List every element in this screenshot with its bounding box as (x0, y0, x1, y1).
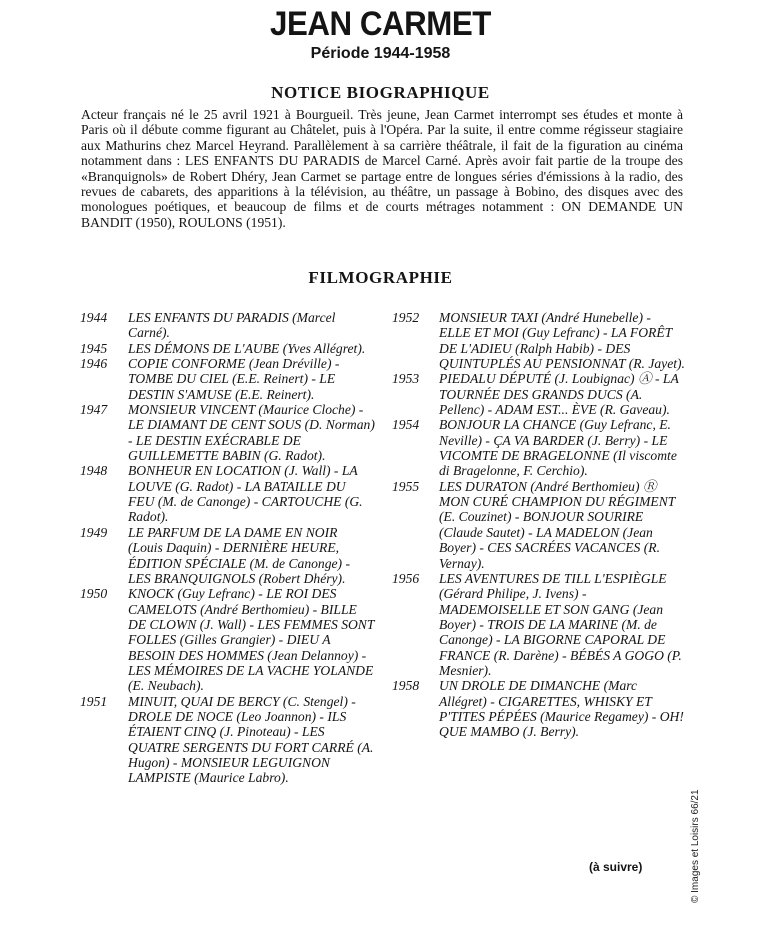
film-entry (392, 310, 685, 371)
film-year: 1953 (392, 371, 420, 387)
film-entry (80, 525, 375, 586)
film-list: LES DÉMONS DE L'AUBE (Yves Allégret). (128, 340, 366, 356)
film-list: MONSIEUR VINCENT (Maurice Cloche) - LE DIAMANT DE CENT SOUS (D. Norman) - LE DESTIN EXÉCRABLE DE GUILLEMETTE BABIN (G. Radot). (128, 402, 375, 464)
film-year: 1952 (392, 310, 420, 325)
film-entry (392, 479, 685, 571)
film-year: 1949 (80, 524, 108, 540)
film-list: MONSIEUR TAXI (André Hunebelle) - ELLE ET MOI (Guy Lefranc) - LA FORÊT DE L'ADIEU (Ralph Habib) - DES QUINTUPLÉS AU PENSIONNAT (R. Jayet). (439, 310, 685, 372)
film-entry (80, 463, 375, 524)
film-entry (80, 310, 375, 341)
film-entry (80, 586, 375, 693)
photo-credit: © Images et Loisirs 66/21 (690, 789, 701, 903)
period-subtitle: Période 1944-1958 (310, 45, 451, 62)
film-list: COPIE CONFORME (Jean Dréville) - TOMBE DU CIEL (E.E. Reinert) - LE DESTIN S'AMUSE (E.E. Reinert). (128, 356, 340, 402)
film-entry (80, 341, 375, 356)
film-year: 1945 (80, 340, 108, 356)
film-year: 1948 (80, 463, 108, 479)
film-entry (392, 571, 685, 678)
film-list: KNOCK (Guy Lefranc) - LE ROI DES CAMELOTS (André Berthomieu) - BILLE DE CLOWN (J. Wall) - LES FEMMES SONT FOLLES (Gilles Grangier) - DIEU A BESOIN DES HOMMES (Jean Delannoy) - LES MÉMOIRES DE LA VACHE YOLANDE (E. Neubach). (128, 586, 375, 694)
page-title: JEAN CARMET (270, 5, 491, 43)
film-year: 1954 (392, 417, 420, 433)
filmography-heading: FILMOGRAPHIE (308, 268, 453, 287)
film-list: LES DURATON (André Berthomieu) Ⓡ MON CURÉ CHAMPION DU RÉGIMENT (E. Couzinet) - BONJOUR SOURIRE (Claude Sautet) - LA MADELON (Jean Boyer) - CES SACRÉES VACANCES (R. Vernay). (439, 478, 676, 571)
film-year: 1956 (392, 570, 420, 586)
film-entry (80, 694, 375, 786)
film-entry (80, 356, 375, 402)
film-entry (392, 371, 685, 417)
film-entry (80, 402, 375, 463)
film-year: 1947 (80, 402, 108, 418)
film-list: UN DROLE DE DIMANCHE (Marc Allégret) - CIGARETTES, WHISKY ET P'TITES PÉPÉES (Maurice Regamey) - OH! QUE MAMBO (J. Berry). (439, 678, 684, 740)
filmography-left-column (80, 310, 375, 786)
film-entry (392, 678, 685, 739)
film-year: 1951 (80, 693, 108, 709)
film-list: LES ENFANTS DU PARADIS (Marcel Carné). (128, 310, 336, 341)
film-list: PIEDALU DÉPUTÉ (J. Loubignac) Ⓐ - LA TOURNÉE DES GRANDS DUCS (A. Pellenc) - ADAM EST... ÈVE (R. Gaveau). (439, 371, 679, 418)
film-entry (392, 417, 685, 478)
film-list: LES AVENTURES DE TILL L'ESPIÈGLE (Gérard Philipe, J. Ivens) - MADEMOISELLE ET SON GANG (Jean Boyer) - TROIS DE LA MARINE (M. de Canonge) - LA BIGORNE CAPORAL DE FRANCE (R. Darène) - BÉBÉS A GOGO (P. Mesnier). (439, 570, 682, 678)
bio-text: Acteur français né le 25 avril 1921 à Bourgueil. Très jeune, Jean Carmet interrompt ses études et monte à Paris où il débute comme figurant au Châtelet, puis à l'Opéra. Par la suite, il entre comme régisseur stagiaire aux Mathurins chez Marcel Heyrand. Parallèlement à sa carrière théâtrale, il fait de la figuration au cinéma notamment dans : LES ENFANTS DU PARADIS de Marcel Carné. Après avoir fait partie de la troupe des «Branquignols» de Robert Dhéry, Jean Carmet se partage entre de longues séries d'émissions à la radio, des revues de cabarets, des apparitions à la télévision, au théâtre, un passage à Bobino, des disques avec des monologues poétiques, et beaucoup de films et de courts métrages notamment : ON DEMANDE UN BANDIT (1950), ROULONS (1951). (81, 107, 683, 230)
film-list: LE PARFUM DE LA DAME EN NOIR (Louis Daquin) - DERNIÈRE HEURE, ÉDITION SPÉCIALE (M. de Canonge) - LES BRANQUIGNOLS (Robert Dhéry). (128, 524, 350, 586)
film-list: BONHEUR EN LOCATION (J. Wall) - LA LOUVE (G. Radot) - LA BATAILLE DU FEU (M. de Canonge) - CARTOUCHE (G. Radot). (128, 463, 363, 525)
bio-heading: NOTICE BIOGRAPHIQUE (271, 83, 490, 102)
film-list: BONJOUR LA CHANCE (Guy Lefranc, E. Neville) - ÇA VA BARDER (J. Berry) - LE VICOMTE DE BRAGELONNE (Il viscomte di Bragelonne, F. Cerchio). (439, 417, 677, 479)
film-list: MINUIT, QUAI DE BERCY (C. Stengel) - DROLE DE NOCE (Leo Joannon) - ILS ÉTAIENT CINQ (J. Pinoteau) - LES QUATRE SERGENTS DU FORT CARRÉ (A. Hugon) - MONSIEUR LEGUIGNON LAMPISTE (Maurice Labro). (128, 693, 374, 786)
film-year: 1944 (80, 310, 108, 325)
film-year: 1946 (80, 356, 108, 372)
filmography-right-column (392, 310, 685, 740)
film-year: 1950 (80, 586, 108, 602)
film-year: 1958 (392, 678, 420, 694)
continued-note: (à suivre) (589, 860, 643, 874)
film-year: 1955 (392, 478, 420, 494)
